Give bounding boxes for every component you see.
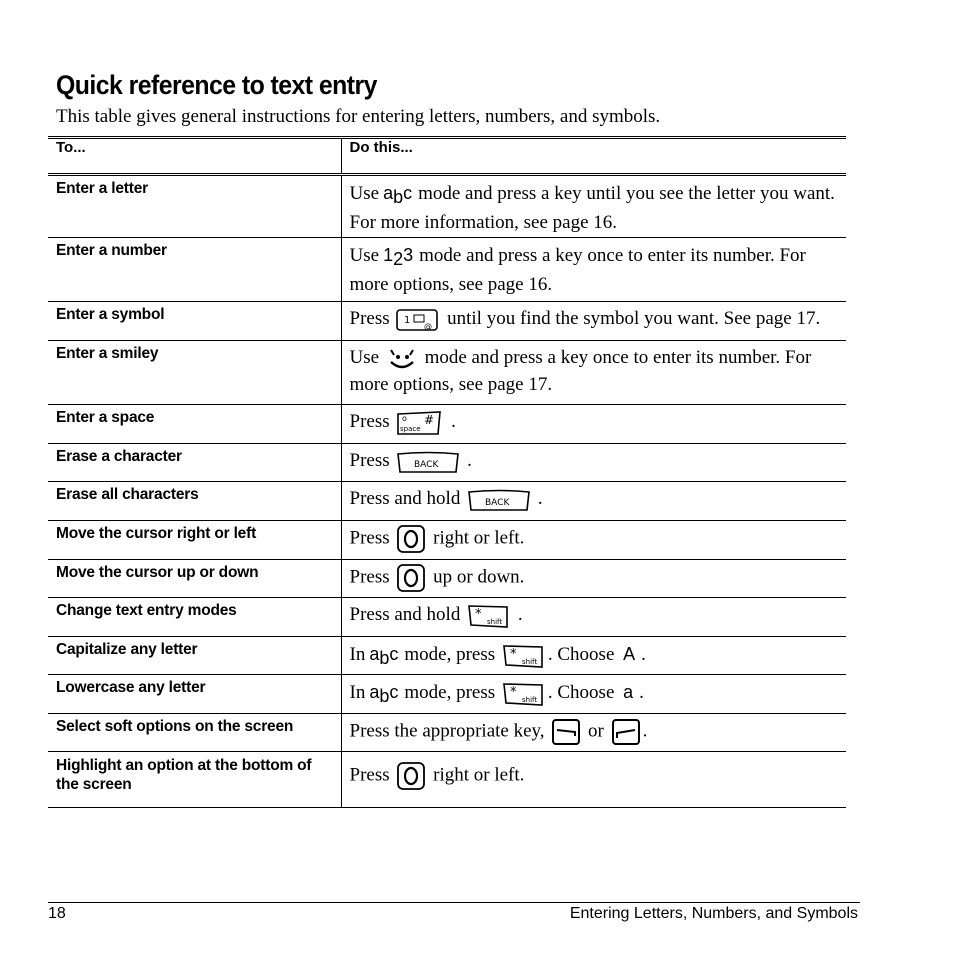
table-row <box>48 405 846 444</box>
abc-mode-icon: $a_bc$ <box>369 644 399 668</box>
svg-text:shift: shift <box>521 657 537 666</box>
table-row <box>48 302 846 341</box>
row-instruction: Use mode and press a key once to enter its number. For more options, see page 17. <box>341 341 846 405</box>
table-row <box>48 521 846 560</box>
symbol-key-icon <box>396 308 440 332</box>
row-task: Select soft options on the screen <box>48 714 341 752</box>
text-entry-table <box>48 136 846 808</box>
column-header-do-this: Do this... <box>341 138 846 175</box>
table-row <box>48 637 846 675</box>
row-instruction: Use $1_23$ mode and press a key once to enter its number. For more options, see page 16. <box>341 238 846 302</box>
svg-text:BACK: BACK <box>485 497 510 508</box>
lowercase-letter: a <box>623 682 634 702</box>
row-instruction: Press 1 @ until you find the symbol you want. See page 17. <box>341 302 846 341</box>
left-softkey-icon <box>551 718 581 746</box>
intro-text: This table gives general instructions for entering letters, numbers, and symbols. <box>56 106 661 127</box>
svg-text:1: 1 <box>404 314 411 326</box>
row-task: Enter a space <box>48 405 341 444</box>
navigation-key-icon <box>396 564 426 592</box>
row-task: Enter a letter <box>48 175 341 238</box>
row-task: Highlight an option at the bottom of the screen <box>48 752 341 808</box>
row-instruction: Press up or down. <box>341 560 846 598</box>
row-instruction: Press the appropriate key, or . <box>341 714 846 752</box>
row-instruction: Press BACK . <box>341 444 846 482</box>
svg-text:space: space <box>400 424 421 433</box>
row-task: Erase a character <box>48 444 341 482</box>
row-task: Capitalize any letter <box>48 637 341 675</box>
table-row <box>48 598 846 637</box>
svg-text:*: * <box>509 684 517 700</box>
uppercase-letter: A <box>623 644 636 664</box>
svg-text:*: * <box>509 646 517 662</box>
row-task: Erase all characters <box>48 482 341 521</box>
svg-text:shift: shift <box>521 695 537 704</box>
space-key-icon <box>396 410 444 436</box>
row-instruction: Press and hold BACK . <box>341 482 846 521</box>
back-key-icon <box>467 488 531 512</box>
table-row <box>48 714 846 752</box>
page-title: Quick reference to text entry <box>56 70 377 100</box>
smiley-mode-icon <box>386 346 418 372</box>
row-instruction: Press right or left. <box>341 752 846 808</box>
row-task: Move the cursor up or down <box>48 560 341 598</box>
table-row <box>48 675 846 714</box>
row-task: Enter a symbol <box>48 302 341 341</box>
page-number: 18 <box>48 905 66 922</box>
row-instruction: In $a_bc$ mode, press * shift . Choose a . <box>341 675 846 714</box>
table-row <box>48 238 846 302</box>
table-row <box>48 444 846 482</box>
star-shift-key-icon <box>502 643 546 669</box>
right-softkey-icon <box>611 718 641 746</box>
row-instruction: Press right or left. <box>341 521 846 560</box>
svg-text:@: @ <box>424 321 433 331</box>
star-shift-key-icon <box>502 681 546 707</box>
table-row <box>48 482 846 521</box>
footer-rule <box>48 902 860 903</box>
abc-mode-icon: $a_bc$ <box>369 682 399 706</box>
number-mode-icon: $1_23$ <box>383 245 414 269</box>
footer-section-title: Entering Letters, Numbers, and Symbols <box>569 905 858 922</box>
svg-text:BACK: BACK <box>414 459 439 470</box>
table-row <box>48 175 846 238</box>
row-instruction: Press and hold * shift . <box>341 598 846 637</box>
row-task: Enter a smiley <box>48 341 341 405</box>
row-task: Lowercase any letter <box>48 675 341 714</box>
row-task: Change text entry modes <box>48 598 341 637</box>
abc-mode-icon: $a_bc$ <box>383 183 413 207</box>
star-shift-key-icon <box>467 603 511 629</box>
back-key-icon <box>396 450 460 474</box>
row-instruction: Press o # space . <box>341 405 846 444</box>
navigation-key-icon <box>396 525 426 553</box>
table-row <box>48 560 846 598</box>
column-header-to: To... <box>48 138 341 175</box>
row-instruction: Use $a_bc$ mode and press a key until you see the letter you want. For more information, see page 16. <box>341 175 846 238</box>
table-row <box>48 752 846 808</box>
svg-text:*: * <box>475 606 482 622</box>
row-instruction: In $a_bc$ mode, press * shift . Choose A . <box>341 637 846 675</box>
row-task: Enter a number <box>48 238 341 302</box>
table-row <box>48 341 846 405</box>
svg-text:#: # <box>424 412 435 427</box>
row-task: Move the cursor right or left <box>48 521 341 560</box>
svg-text:shift: shift <box>487 617 503 626</box>
navigation-key-icon <box>396 762 426 790</box>
svg-text:o: o <box>402 413 408 423</box>
